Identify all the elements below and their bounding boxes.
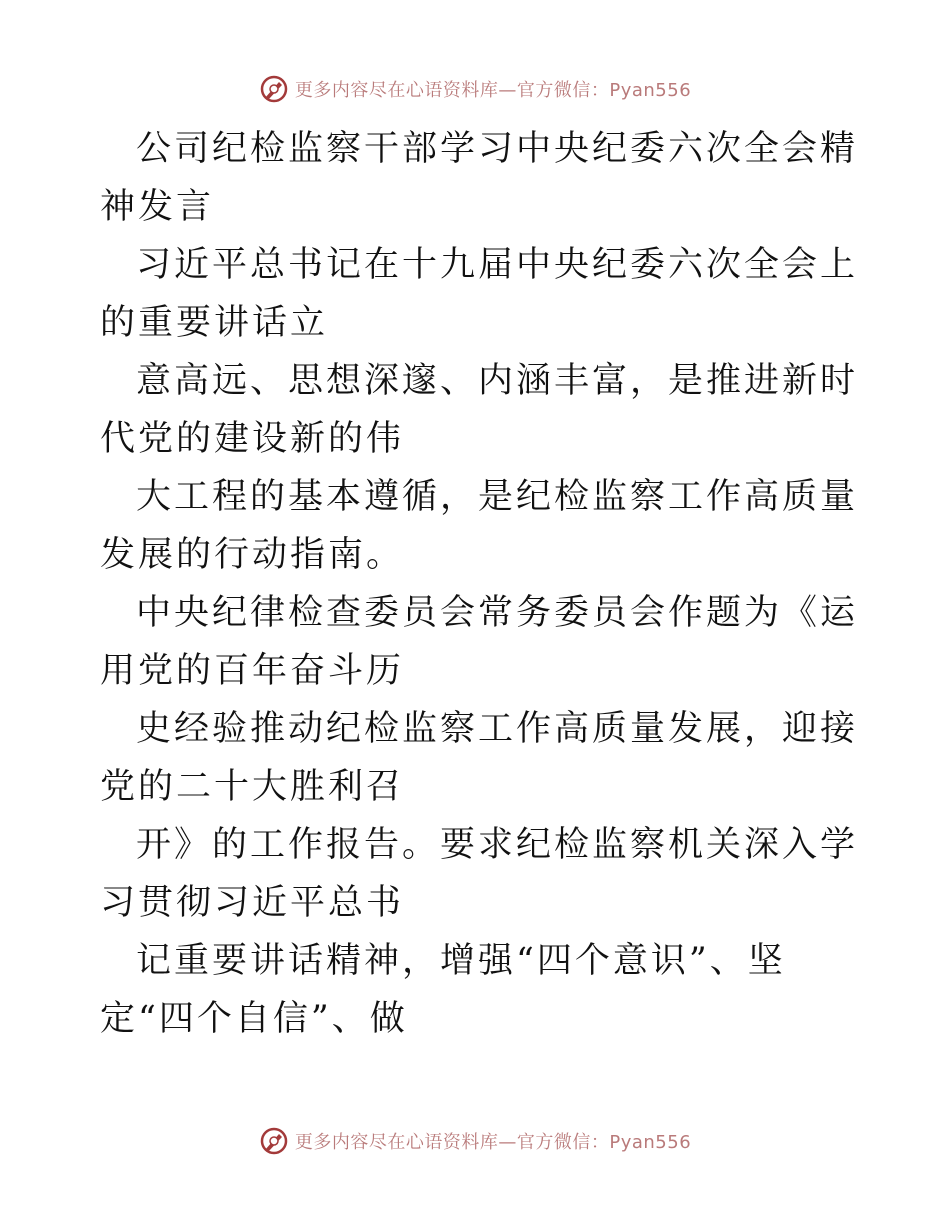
document-title: 公司纪检监察干部学习中央纪委六次全会精神发言	[100, 129, 859, 227]
paragraph: 开》的工作报告。要求纪检监察机关深入学习贯彻习近平总书	[100, 825, 859, 923]
footer-watermark-text: 更多内容尽在心语资料库—官方微信：Pyan556	[294, 1132, 692, 1153]
paragraph: 意高远、思想深邃、内涵丰富，是推进新时代党的建设新的伟	[100, 361, 859, 459]
header-watermark	[0, 72, 950, 106]
footer-watermark	[0, 1124, 950, 1158]
paragraph: 中央纪律检查委员会常务委员会作题为《运用党的百年奋斗历	[100, 593, 859, 691]
paragraph: 记重要讲话精神，增强“四个意识”、坚定“四个自信”、做	[100, 941, 786, 1039]
paragraph: 史经验推动纪检监察工作高质量发展，迎接党的二十大胜利召	[100, 709, 859, 807]
header-watermark-text: 更多内容尽在心语资料库—官方微信：Pyan556	[294, 80, 692, 101]
paragraph: 大工程的基本遵循，是纪检监察工作高质量发展的行动指南。	[100, 477, 859, 575]
pen-logo-icon	[259, 1126, 289, 1156]
pen-logo-icon	[259, 74, 289, 104]
paragraph: 习近平总书记在十九届中央纪委六次全会上的重要讲话立	[100, 245, 859, 343]
document-body	[100, 120, 860, 1048]
